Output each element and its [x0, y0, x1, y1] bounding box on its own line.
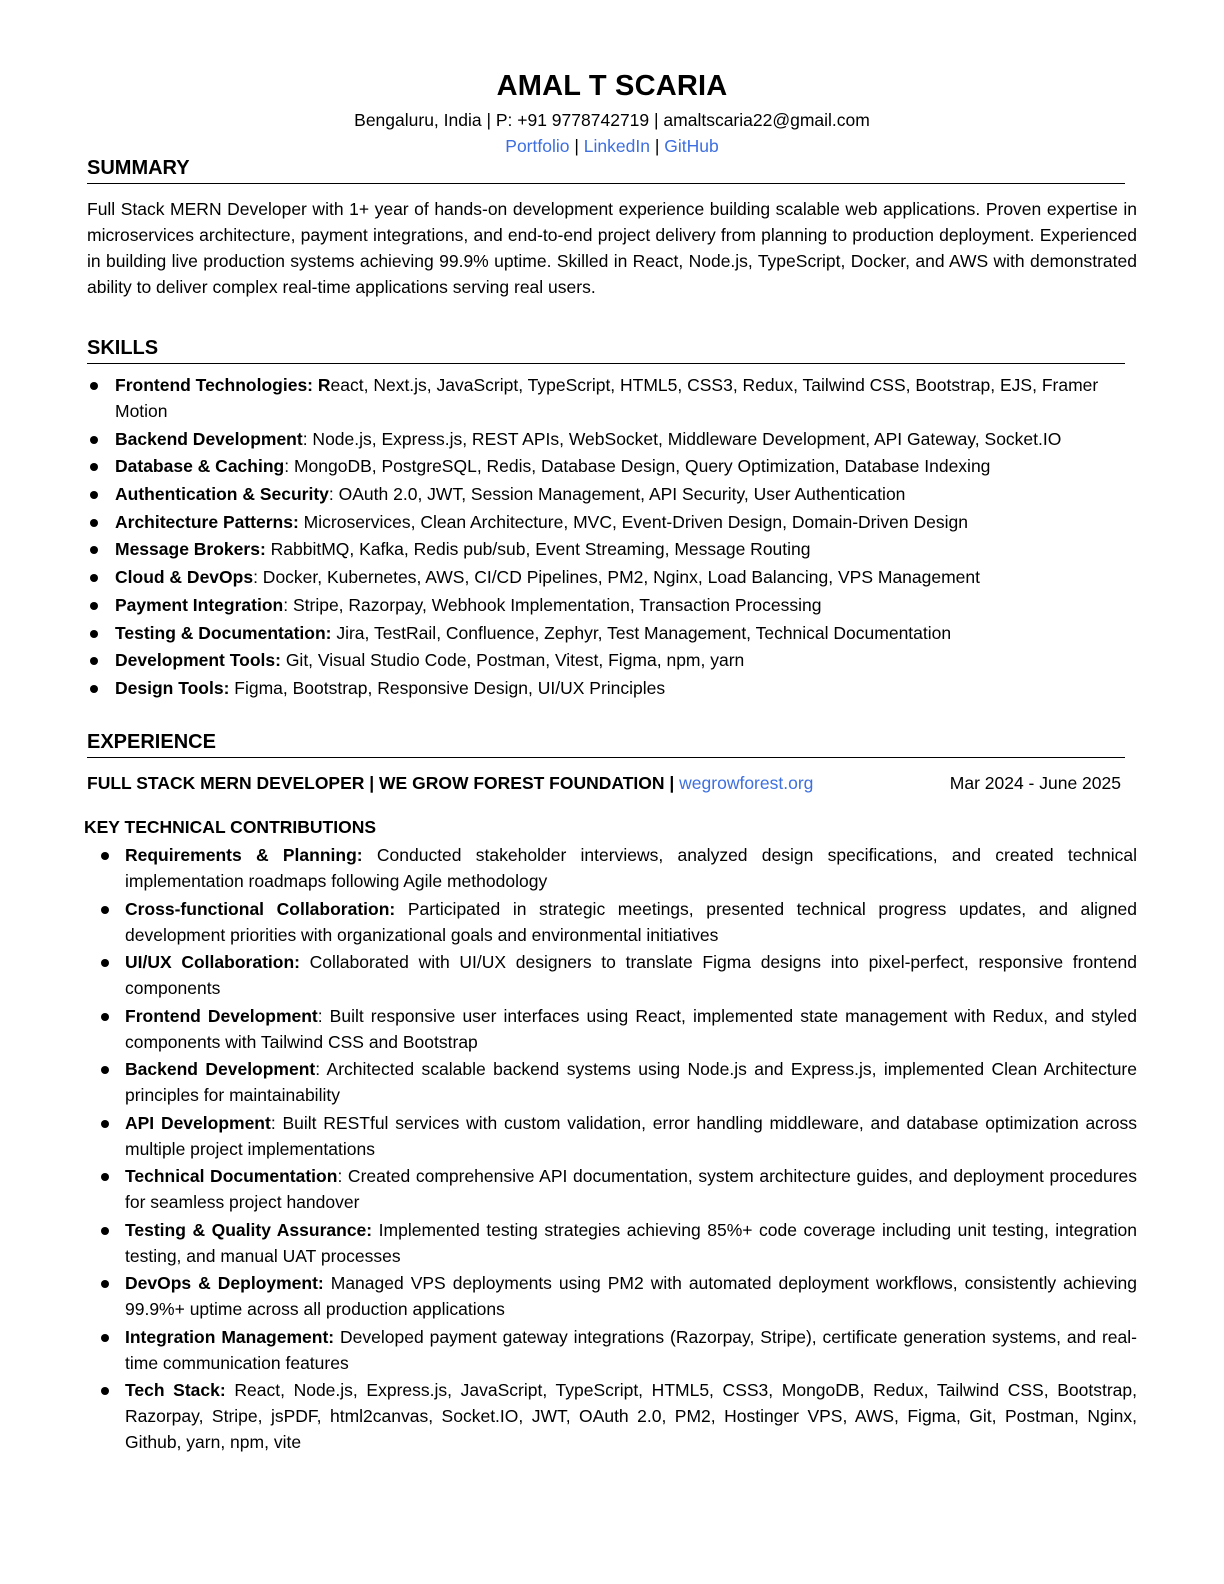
contribution-text: : Architected scalable backend systems using Node.js and Express.js, implemented Clean Architecture principles for maintainability: [125, 1059, 1137, 1105]
skill-label: Authentication & Security: [115, 484, 329, 505]
contribution-item: [87, 842, 1137, 894]
experience-heading: EXPERIENCE: [87, 729, 1125, 758]
skill-value: Figma, Bootstrap, Responsive Design, UI/UX Principles: [229, 677, 666, 698]
summary-section: [87, 155, 1137, 300]
skill-label: Development Tools:: [115, 650, 281, 671]
contribution-label: DevOps & Deployment:: [125, 1273, 324, 1293]
contribution-item: [87, 1377, 1137, 1455]
job-title: FULL STACK MERN DEVELOPER | WE GROW FOREST FOUNDATION |: [87, 773, 680, 793]
skill-item: [87, 592, 1137, 618]
contribution-item: [87, 1324, 1137, 1376]
contribution-label: Testing & Quality Assurance:: [125, 1219, 373, 1240]
skill-item: [87, 564, 1137, 590]
summary-text: Full Stack MERN Developer with 1+ year of hands-on development experience building scalable web applications. Proven expertise in microservices architecture, payment integrations, and end-to-end project delivery from planning to production deployment. Experienced in building live production systems achieving 99.9% uptime. Skilled in React, Node.js, TypeScript, Docker, and AWS with demonstrated ability to deliver complex real-time applications serving real users.: [87, 199, 1137, 297]
contribution-label: Requirements & Planning:: [125, 845, 363, 865]
skill-label: Design Tools:: [115, 677, 230, 698]
resume-header: [0, 68, 1224, 158]
contribution-text: Participated in strategic meetings, presented technical progress updates, and aligned development priorities with organizational goals and environmental initiatives: [125, 898, 1137, 945]
contribution-label: Backend Development: [125, 1059, 316, 1079]
skill-value: Jira, TestRail, Confluence, Zephyr, Test Management, Technical Documentation: [331, 622, 952, 643]
job-header: [87, 770, 1127, 796]
contact-line: Bengaluru, India | P: +91 9778742719 | amaltscaria22@gmail.com: [354, 110, 870, 130]
contribution-text: React, Node.js, Express.js, JavaScript, TypeScript, HTML5, CSS3, MongoDB, Redux, Tailwind CSS, Bootstrap, Razorpay, Stripe, jsPDF, html2canvas, Socket.IO, JWT, OAuth 2.0, PM2, Hostinger VPS, AWS, Figma, Git, Postman, Nginx, Github, yarn, npm, vite: [125, 1380, 1137, 1452]
skill-value: : Docker, Kubernetes, AWS, CI/CD Pipelines, PM2, Nginx, Load Balancing, VPS Management: [253, 567, 981, 588]
experience-section: [84, 729, 1138, 1457]
contribution-text: Managed VPS deployments using PM2 with automated deployment workflows, consistently achieving 99.9%+ uptime across all production applications: [125, 1273, 1138, 1319]
skill-item: [87, 372, 1137, 424]
contribution-item: [87, 1270, 1137, 1322]
contributions-heading: KEY TECHNICAL CONTRIBUTIONS: [84, 817, 377, 837]
skill-label: Testing & Documentation:: [115, 622, 332, 643]
skill-label: Payment Integration: [115, 594, 284, 615]
link-separator: |: [574, 136, 579, 156]
contribution-item: [87, 949, 1137, 1001]
contribution-text: : Built responsive user interfaces using React, implemented state management with Redux, and styled components with Tailwind CSS and Bootstrap: [125, 1005, 1137, 1052]
company-website-link[interactable]: wegrowforest.org: [679, 773, 814, 793]
skill-value: eact, Next.js, JavaScript, TypeScript, HTML5, CSS3, Redux, Tailwind CSS, Bootstrap, EJS, Framer Motion: [115, 375, 1099, 421]
portfolio-link[interactable]: Portfolio: [505, 136, 570, 156]
skill-item: [87, 509, 1137, 535]
skill-item: [87, 620, 1137, 646]
skill-item: [87, 453, 1137, 479]
linkedin-link[interactable]: LinkedIn: [583, 136, 650, 156]
skills-section: [87, 335, 1137, 703]
skill-value: : Node.js, Express.js, REST APIs, WebSocket, Middleware Development, API Gateway, Socket.IO: [302, 428, 1062, 449]
contribution-item: [87, 1056, 1137, 1108]
contribution-label: Technical Documentation: [125, 1166, 338, 1186]
skill-item: [87, 481, 1137, 507]
skills-heading: SKILLS: [87, 335, 1125, 364]
skill-label: Architecture Patterns:: [115, 511, 299, 532]
contribution-text: Implemented testing strategies achieving 85%+ code coverage including unit testing, integration testing, and manual UAT processes: [125, 1219, 1138, 1266]
contribution-item: [87, 1003, 1137, 1055]
contribution-label: API Development: [125, 1112, 271, 1133]
skill-item: [87, 426, 1137, 452]
skill-value: : MongoDB, PostgreSQL, Redis, Database Design, Query Optimization, Database Indexing: [284, 456, 991, 477]
github-link[interactable]: GitHub: [664, 136, 719, 156]
skill-label: Message Brokers:: [115, 539, 266, 560]
skill-item: [87, 536, 1137, 562]
contribution-label: Frontend Development: [125, 1005, 318, 1026]
contribution-label: Tech Stack:: [125, 1380, 226, 1400]
skill-label: Database & Caching: [115, 456, 285, 477]
summary-heading: SUMMARY: [87, 155, 1125, 184]
skill-item: [87, 647, 1137, 673]
contribution-text: Conducted stakeholder interviews, analyzed design specifications, and created technical implementation roadmaps following Agile methodology: [125, 845, 1138, 891]
skill-label: Backend Development: [115, 428, 303, 449]
skill-value: RabbitMQ, Kafka, Redis pub/sub, Event Streaming, Message Routing: [265, 539, 811, 560]
job-dates: Mar 2024 - June 2025: [949, 773, 1121, 793]
contribution-text: : Created comprehensive API documentation, system architecture guides, and deployment procedures for seamless project handover: [125, 1166, 1138, 1212]
skill-label: Cloud & DevOps: [115, 567, 254, 588]
skill-item: [87, 675, 1137, 701]
skills-list: [87, 372, 1137, 701]
contribution-text: : Built RESTful services with custom validation, error handling middleware, and database optimization across multiple project implementations: [125, 1112, 1137, 1159]
contribution-item: [87, 1110, 1137, 1162]
skill-value: : Stripe, Razorpay, Webhook Implementation, Transaction Processing: [283, 594, 822, 615]
skill-value: Git, Visual Studio Code, Postman, Vitest, Figma, npm, yarn: [280, 650, 745, 671]
candidate-name: AMAL T SCARIA: [496, 70, 728, 102]
skill-value: Microservices, Clean Architecture, MVC, Event-Driven Design, Domain-Driven Design: [298, 511, 968, 532]
link-separator: |: [654, 136, 660, 156]
contribution-item: [87, 1217, 1137, 1269]
contribution-label: Integration Management:: [125, 1326, 335, 1347]
contribution-label: UI/UX Collaboration:: [125, 952, 300, 972]
skill-label: Frontend Technologies: R: [115, 375, 331, 395]
contribution-text: Developed payment gateway integrations (Razorpay, Stripe), certificate generation systems, and real-time communication features: [125, 1326, 1137, 1373]
contribution-text: Collaborated with UI/UX designers to translate Figma designs into pixel-perfect, responsive frontend components: [125, 952, 1137, 998]
contributions-list: [87, 842, 1137, 1455]
skill-value: : OAuth 2.0, JWT, Session Management, API Security, User Authentication: [328, 484, 906, 505]
contribution-item: [87, 1163, 1137, 1215]
contribution-item: [87, 896, 1137, 948]
contribution-label: Cross-functional Collaboration:: [125, 898, 396, 919]
